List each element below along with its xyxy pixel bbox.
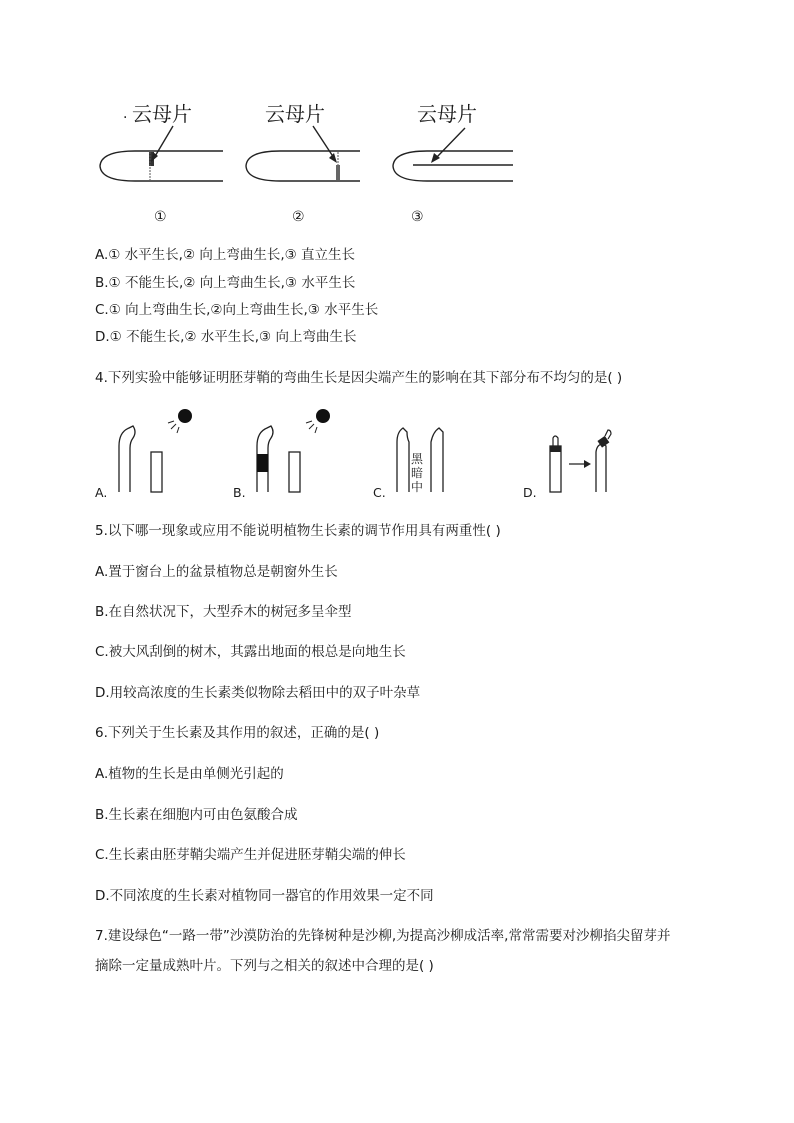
q6-option-b: B.生长素在细胞内可由色氨酸合成 bbox=[95, 807, 298, 823]
q4-experiments-figure bbox=[95, 408, 635, 504]
q4-option-a-letter: A. bbox=[95, 485, 108, 500]
dark-text-1: 黑 bbox=[411, 452, 424, 466]
mica-label-1: 云母片 bbox=[132, 102, 192, 126]
q4-figure-a bbox=[119, 409, 192, 492]
figure-number-1: ① bbox=[154, 209, 167, 225]
q7-stem-line2: 摘除一定量成熟叶片。下列与之相关的叙述中合理的是( ) bbox=[95, 958, 434, 974]
figure-number-2: ② bbox=[292, 209, 305, 225]
coleoptile-3 bbox=[393, 128, 513, 181]
q5-option-d: D.用较高浓度的生长素类似物除去稻田中的双子叶杂草 bbox=[95, 685, 421, 701]
coleoptile-2 bbox=[246, 126, 360, 181]
q4-figure-d bbox=[550, 430, 611, 492]
q3-option-d: D.① 不能生长,② 水平生长,③ 向上弯曲生长 bbox=[95, 329, 357, 345]
q4-option-d-letter: D. bbox=[523, 485, 537, 500]
q6-option-d: D.不同浓度的生长素对植物同一器官的作用效果一定不同 bbox=[95, 888, 434, 904]
q4-option-b-letter: B. bbox=[233, 485, 246, 500]
q4-option-c-letter: C. bbox=[373, 485, 386, 500]
q5-option-b: B.在自然状况下，大型乔木的树冠多呈伞型 bbox=[95, 604, 352, 620]
q5-option-c: C.被大风刮倒的树木，其露出地面的根总是向地生长 bbox=[95, 644, 406, 660]
figure-number-3: ③ bbox=[411, 209, 424, 225]
q6-option-a: A.植物的生长是由单侧光引起的 bbox=[95, 766, 284, 782]
dark-text-3: 中 bbox=[411, 480, 424, 494]
dark-text-2: 暗 bbox=[411, 466, 424, 480]
q4-stem: 4.下列实验中能够证明胚芽鞘的弯曲生长是因尖端产生的影响在其下部分布不均匀的是( ) bbox=[95, 370, 623, 386]
q5-option-a: A.置于窗台上的盆景植物总是朝窗外生长 bbox=[95, 564, 338, 580]
q7-stem-line1: 7.建设绿色“一路一带”沙漠防治的先锋树种是沙柳,为提高沙柳成活率,常常需要对沙柳掐尖留芽并 bbox=[95, 928, 671, 944]
q3-option-c: C.① 向上弯曲生长,②向上弯曲生长,③ 水平生长 bbox=[95, 302, 379, 318]
q3-option-a: A.① 水平生长,② 向上弯曲生长,③ 直立生长 bbox=[95, 247, 356, 263]
q6-stem: 6.下列关于生长素及其作用的叙述，正确的是( ) bbox=[95, 725, 380, 741]
mica-label-2: 云母片 bbox=[265, 102, 325, 126]
mica-label-3: 云母片 bbox=[417, 102, 477, 126]
q3-option-b: B.① 不能生长,② 向上弯曲生长,③ 水平生长 bbox=[95, 275, 356, 291]
q4-figure-b bbox=[257, 409, 330, 492]
q4-experiments-svg bbox=[95, 408, 635, 504]
coleoptile-1 bbox=[100, 126, 223, 181]
q5-stem: 5.以下哪一现象或应用不能说明植物生长素的调节作用具有两重性( ) bbox=[95, 523, 501, 539]
q6-option-c: C.生长素由胚芽鞘尖端产生并促进胚芽鞘尖端的伸长 bbox=[95, 847, 406, 863]
prefix-dot: . bbox=[123, 106, 128, 122]
